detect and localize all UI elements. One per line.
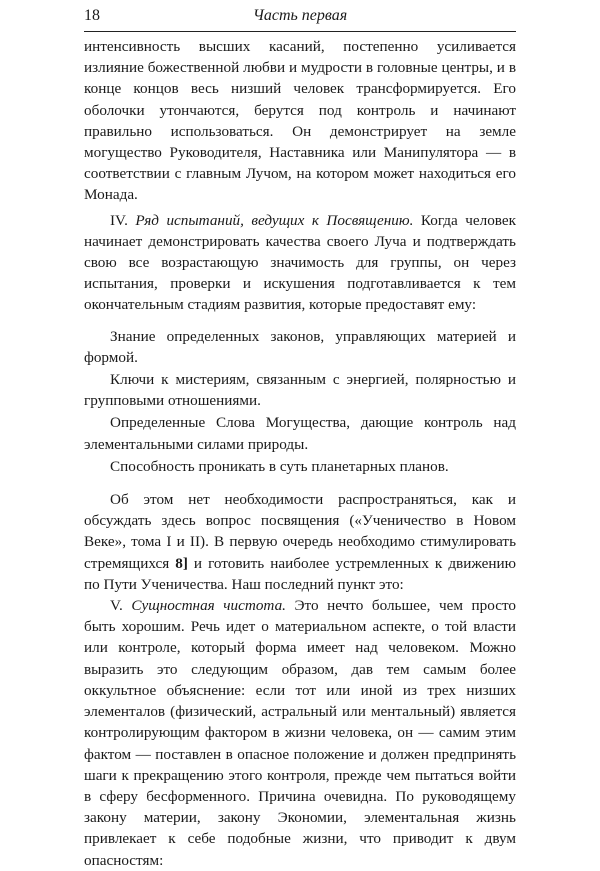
section-label-v: V. xyxy=(110,597,123,615)
list-item: Знание определенных законов, управляющих материей и формой. xyxy=(84,327,516,366)
paragraph-2 xyxy=(84,210,516,316)
list-item: Ключи к мистериям, связанным с энергией, полярностью и групповыми отношениями. xyxy=(84,371,516,410)
paragraph-1: интенсивность высших касаний, постепенно усиливается излияние божественной любви и мудрости в головные центры, и в конце концов весь низший человек трансформируется. Его оболочки утончаются, берутся под контроль и начинают правильно использоваться. Он демонстрирует на земле могущество Руководителя, Наставника или Манипулятора — в соответствии с главным Лучом, на котором может находиться его Монада. xyxy=(84,38,516,204)
paragraph-2-text: Когда человек начинает демонстрировать качества своего Луча и подтверждать свою все возрастающую значимость для группы, он через испытания, проверки и искушения подготавливается к тем окончательным стадиям развития, которые предоставят ему: xyxy=(84,211,516,314)
paragraph-3 xyxy=(84,489,516,595)
page-marker: 8] xyxy=(175,554,188,572)
section-label-iv: IV. xyxy=(110,211,128,229)
paragraph-4-text: Это нечто большее, чем просто быть хорошим. Речь идет о материальном аспекте, о той власти или контроле, который форма имеет над человеком. Можно выразить это следующим образом, дав тем самым более оккультное объяснение: если тот или иной из трех низших элементалов (физический, астральный или ментальный) является контролирующим фактором в жизни человека, он — самим этим фактом — поставлен в опасное положение и должен предпринять шаги к прекращению этого контроля, прежде чем пытаться войти в сферу бесформенного. Причина очевидна. По руководящему закону материи, закону Экономии, элементальная жизнь привлекает к себе подобные жизни, что приводит к двум опасностям: xyxy=(84,597,517,869)
abilities-list xyxy=(84,326,516,477)
section-title-v: Сущностная чистота. xyxy=(131,597,286,615)
section-title-iv: Ряд испытаний, ведущих к Посвящению. xyxy=(135,211,414,229)
paragraph-4 xyxy=(84,595,516,871)
page-header xyxy=(84,0,516,32)
running-title: Часть первая xyxy=(252,7,348,24)
list-item: Определенные Слова Могущества, дающие контроль над элементальными силами природы. xyxy=(84,414,516,453)
list-item: Способность проникать в суть планетарных планов. xyxy=(110,457,449,475)
page-number: 18 xyxy=(84,7,100,24)
paragraph-3-text-a: Об этом нет необходимости распространяться, как и обсуждать здесь вопрос посвящения («Ученичество в Новом Веке», тома I и II). В первую очередь необходимо стимулировать стремящихся xyxy=(84,491,516,572)
body-text xyxy=(84,36,516,871)
paragraph-3-text-b: и готовить наиболее устремленных к движению по Пути Ученичества. Наш последний пункт это: xyxy=(84,554,516,593)
